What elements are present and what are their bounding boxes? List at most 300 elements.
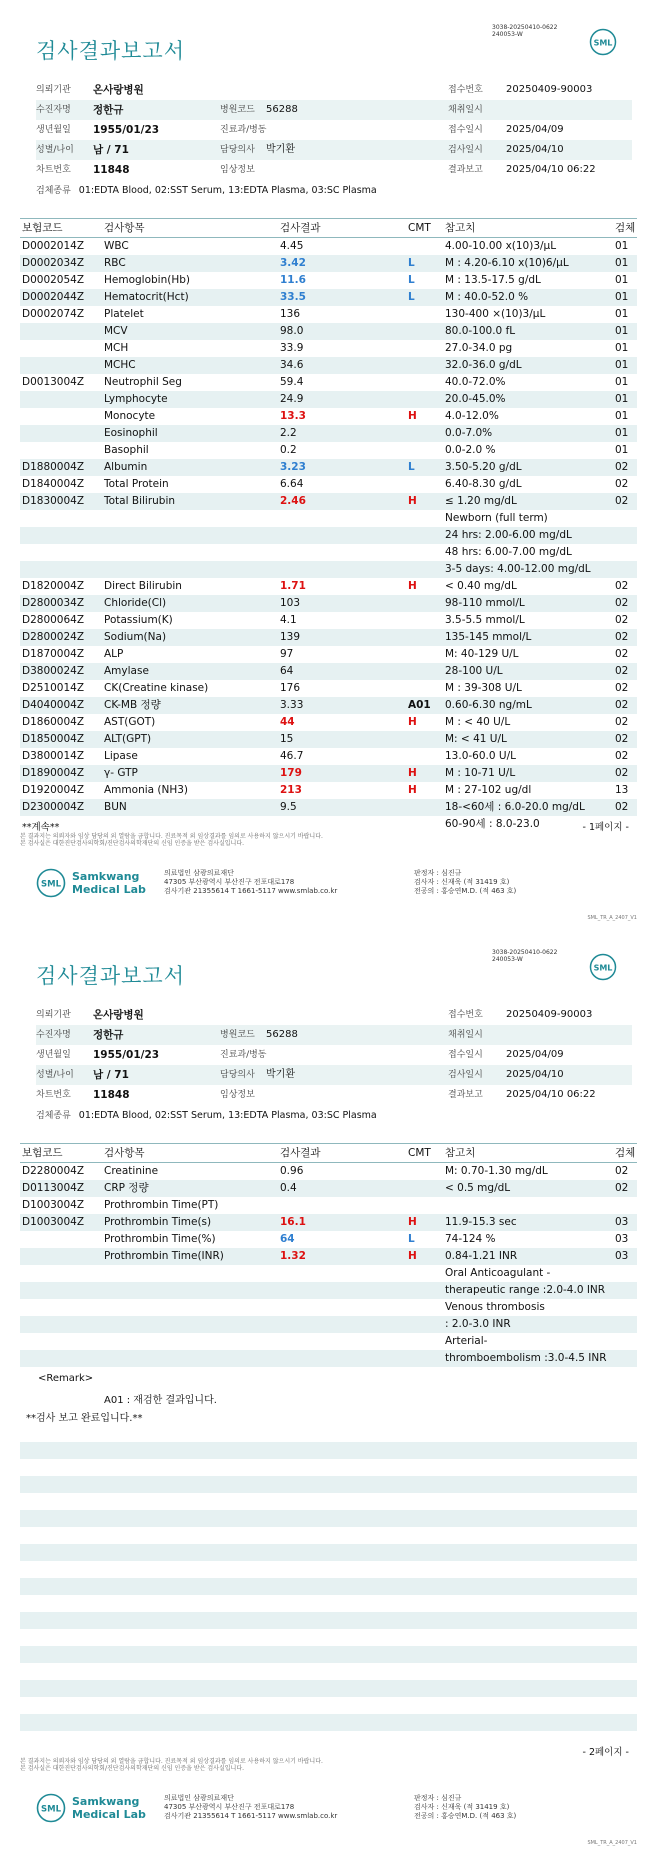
test-cmt: L: [408, 461, 415, 473]
header-row: 생년월일 1955/01/23 진료과/병동 접수일시 2025/04/09: [36, 1049, 564, 1061]
table-body: [20, 1163, 637, 1367]
table-row: [20, 765, 637, 782]
test-reference: < 0.5 mg/dL: [445, 1182, 511, 1194]
test-reference: 4.0-12.0%: [445, 410, 499, 422]
test-cmt: L: [408, 291, 415, 303]
test-item: Albumin: [104, 461, 148, 473]
svg-text:SML: SML: [41, 879, 61, 890]
table-row: [20, 238, 637, 255]
test-reference: 74-124 %: [445, 1233, 496, 1245]
test-specimen: 01: [615, 274, 629, 286]
test-result: 1.32: [280, 1250, 306, 1262]
remark-text: A01 : 재검한 결과입니다.: [104, 1395, 217, 1406]
test-item: CK-MB 정량: [104, 699, 161, 711]
test-result: 4.45: [280, 240, 304, 252]
test-specimen: 01: [615, 291, 629, 303]
test-item: RBC: [104, 257, 126, 269]
test-item: Lipase: [104, 750, 138, 762]
test-specimen: 01: [615, 325, 629, 337]
test-reference: 20.0-45.0%: [445, 393, 506, 405]
table-header: 보험코드 검사항목 검사결과 CMT 참고치 검체: [20, 218, 637, 238]
table-row: [20, 425, 637, 442]
empty-row: [20, 1629, 637, 1646]
header-row: 차트번호 11848 임상정보 결과보고 2025/04/10 06:22: [36, 160, 632, 180]
results-table-page2: [20, 1143, 637, 1367]
test-specimen: 02: [615, 716, 629, 728]
test-reference: 135-145 mmol/L: [445, 631, 532, 643]
test-result: 1.71: [280, 580, 306, 592]
test-specimen: 02: [615, 597, 629, 609]
test-reference: 3.50-5.20 g/dL: [445, 461, 522, 473]
test-reference: 80.0-100.0 fL: [445, 325, 516, 337]
test-result: 2.2: [280, 427, 297, 439]
test-result: 3.33: [280, 699, 304, 711]
test-item: Potassium(K): [104, 614, 173, 626]
test-specimen: 02: [615, 1182, 629, 1194]
test-specimen: 02: [615, 682, 629, 694]
test-code: D0113004Z: [22, 1182, 85, 1194]
test-specimen: 01: [615, 257, 629, 269]
test-item: Prothrombin Time(s): [104, 1216, 212, 1228]
test-reference: M : < 40 U/L: [445, 716, 511, 728]
test-reference: 11.9-15.3 sec: [445, 1216, 517, 1228]
test-specimen: 01: [615, 240, 629, 252]
test-item: Ammonia (NH3): [104, 784, 189, 796]
table-row: [20, 391, 637, 408]
sml-logo-icon: [36, 1793, 66, 1823]
company-logo: SML Samkwang Medical Lab: [36, 1793, 146, 1823]
test-specimen: 13: [615, 784, 629, 796]
test-specimen: 01: [615, 376, 629, 388]
test-result: 59.4: [280, 376, 304, 388]
table-row: [20, 799, 637, 816]
empty-row: [20, 1680, 637, 1697]
table-body: [20, 238, 637, 833]
test-reference: ≤ 1.20 mg/dL: [445, 495, 517, 507]
test-item: ALP: [104, 648, 124, 660]
test-reference: thromboembolism :3.0-4.5 INR: [445, 1352, 607, 1364]
test-specimen: 02: [615, 699, 629, 711]
test-specimen: 02: [615, 478, 629, 490]
svg-text:SML: SML: [593, 38, 613, 48]
header-row: 의뢰기관 온사랑병원 접수번호 20250409-90003: [36, 80, 632, 100]
receipt-date: 2025/04/09: [506, 124, 564, 135]
test-reference: 28-100 U/L: [445, 665, 503, 677]
table-row: [20, 646, 637, 663]
test-result: 0.2: [280, 444, 297, 456]
hospital-code: 56288: [266, 104, 298, 115]
test-reference: 0.0-7.0%: [445, 427, 493, 439]
test-item: Lymphocyte: [104, 393, 168, 405]
test-specimen: 01: [615, 393, 629, 405]
sml-logo-icon: [36, 868, 66, 898]
test-item: ALT(GPT): [104, 733, 152, 745]
table-row: [20, 680, 637, 697]
table-row: [20, 272, 637, 289]
page-number: - 1페이지 -: [582, 822, 629, 833]
test-result: 33.5: [280, 291, 306, 303]
test-cmt: H: [408, 495, 417, 507]
test-item: CK(Creatine kinase): [104, 682, 209, 694]
empty-row: [20, 1697, 637, 1714]
test-code: D1920004Z: [22, 784, 85, 796]
test-item: MCH: [104, 342, 129, 354]
test-specimen: 02: [615, 1165, 629, 1177]
test-specimen: 03: [615, 1233, 629, 1245]
empty-row: [20, 1646, 637, 1663]
test-item: Chloride(Cl): [104, 597, 167, 609]
test-result: 33.9: [280, 342, 304, 354]
patient-header: [36, 1005, 632, 1105]
test-result: 0.4: [280, 1182, 297, 1194]
test-reference: 32.0-36.0 g/dL: [445, 359, 522, 371]
chart-no: 11848: [93, 164, 130, 176]
svg-text:SML: SML: [41, 1804, 61, 1815]
test-code: D1860004Z: [22, 716, 85, 728]
table-row: [20, 1316, 637, 1333]
empty-row: [20, 1595, 637, 1612]
table-row: [20, 612, 637, 629]
test-reference: 0.60-6.30 ng/mL: [445, 699, 532, 711]
table-row: [20, 1163, 637, 1180]
test-item: Hematocrit(Hct): [104, 291, 189, 303]
test-item: Hemoglobin(Hb): [104, 274, 191, 286]
report-title: 검사결과보고서: [36, 39, 186, 63]
header-row: 차트번호 11848 임상정보 결과보고 2025/04/10 06:22: [36, 1089, 596, 1101]
test-result: 103: [280, 597, 301, 609]
signatures: 판정자 : 심진규 검사자 : 신재욱 (적 31419 호) 전공의 : 홍승연M.D. (적 463 호): [414, 1794, 517, 1820]
report-date: 2025/04/10 06:22: [506, 164, 596, 175]
test-item: MCV: [104, 325, 128, 337]
test-result: 179: [280, 767, 302, 779]
table-row: [20, 544, 637, 561]
test-specimen: 02: [615, 614, 629, 626]
test-result: 6.64: [280, 478, 304, 490]
table-row: [20, 1197, 637, 1214]
test-item: Monocyte: [104, 410, 156, 422]
test-specimen: 02: [615, 648, 629, 660]
test-item: Total Protein: [104, 478, 169, 490]
test-reference: 6.40-8.30 g/dL: [445, 478, 522, 490]
test-result: 44: [280, 716, 295, 728]
test-item: Creatinine: [104, 1165, 159, 1177]
test-code: D0002034Z: [22, 257, 85, 269]
page-number: - 2페이지 -: [582, 1747, 629, 1758]
test-item: γ- GTP: [104, 767, 138, 779]
test-reference: 0.0-2.0 %: [445, 444, 496, 456]
table-row: [20, 578, 637, 595]
svg-text:SML: SML: [593, 963, 613, 973]
test-result: 13.3: [280, 410, 306, 422]
test-item: MCHC: [104, 359, 136, 371]
test-result: 213: [280, 784, 302, 796]
test-code: D0002054Z: [22, 274, 85, 286]
test-result: 3.42: [280, 257, 306, 269]
company-logo: SML Samkwang Medical Lab: [36, 868, 146, 898]
test-reference: 24 hrs: 2.00-6.00 mg/dL: [445, 529, 572, 541]
test-reference: 60-90세 : 8.0-23.0: [445, 818, 540, 830]
test-code: D1830004Z: [22, 495, 85, 507]
header-row: 성별/나이 남 / 71 담당의사 박기환 검사일시 2025/04/10: [36, 1065, 632, 1085]
sex-age: 남 / 71: [93, 144, 129, 156]
test-specimen: 01: [615, 444, 629, 456]
test-cmt: L: [408, 1233, 415, 1245]
test-code: D2510014Z: [22, 682, 85, 694]
table-row: [20, 1214, 637, 1231]
test-reference: 3-5 days: 4.00-12.00 mg/dL: [445, 563, 591, 575]
test-item: Amylase: [104, 665, 149, 677]
test-result: 139: [280, 631, 301, 643]
test-item: Platelet: [104, 308, 144, 320]
test-item: BUN: [104, 801, 127, 813]
empty-row: [20, 1476, 637, 1493]
test-item: Sodium(Na): [104, 631, 167, 643]
empty-row: [20, 1578, 637, 1595]
signatures: 판정자 : 심진규 검사자 : 신재욱 (적 31419 호) 전공의 : 홍승연M.D. (적 463 호): [414, 869, 517, 895]
empty-row: [20, 1663, 637, 1680]
test-result: 46.7: [280, 750, 304, 762]
test-code: D1880004Z: [22, 461, 85, 473]
test-item: Eosinophil: [104, 427, 158, 439]
results-table-page1: [20, 218, 637, 833]
table-row: [20, 289, 637, 306]
test-result: 98.0: [280, 325, 304, 337]
test-specimen: 02: [615, 631, 629, 643]
table-row: [20, 714, 637, 731]
test-reference: 27.0-34.0 pg: [445, 342, 513, 354]
test-cmt: A01: [408, 699, 431, 711]
test-specimen: 02: [615, 750, 629, 762]
continued-text: **계속**: [22, 822, 60, 833]
institution: 온사랑병원: [93, 84, 144, 96]
test-code: D2800024Z: [22, 631, 85, 643]
test-reference: : 2.0-3.0 INR: [445, 1318, 511, 1330]
test-cmt: H: [408, 716, 417, 728]
test-reference: M : 40.0-52.0 %: [445, 291, 529, 303]
test-reference: 48 hrs: 6.00-7.00 mg/dL: [445, 546, 572, 558]
test-reference: M: 0.70-1.30 mg/dL: [445, 1165, 548, 1177]
test-code: D0002044Z: [22, 291, 85, 303]
table-row: [20, 459, 637, 476]
table-row: [20, 1231, 637, 1248]
test-specimen: 01: [615, 427, 629, 439]
empty-row: [20, 1612, 637, 1629]
test-specimen: 02: [615, 495, 629, 507]
table-row: [20, 476, 637, 493]
empty-row: [20, 1714, 637, 1731]
table-row: [20, 782, 637, 799]
birth-date: 1955/01/23: [93, 124, 160, 136]
test-code: D1003004Z: [22, 1216, 85, 1228]
table-row: [20, 561, 637, 578]
test-reference: Newborn (full term): [445, 512, 548, 524]
test-item: Prothrombin Time(%): [104, 1233, 216, 1245]
test-code: D2300004Z: [22, 801, 85, 813]
test-item: Basophil: [104, 444, 149, 456]
test-reference: M : 4.20-6.10 x(10)6/μL: [445, 257, 569, 269]
test-code: D0002074Z: [22, 308, 85, 320]
test-date: 2025/04/10: [506, 144, 564, 155]
header-row: 성별/나이 남 / 71 담당의사 박기환 검사일시 2025/04/10: [36, 140, 632, 160]
report-complete: **검사 보고 완료입니다.**: [26, 1413, 143, 1424]
test-cmt: H: [408, 784, 417, 796]
table-row: [20, 1282, 637, 1299]
test-result: 97: [280, 648, 294, 660]
test-reference: 130-400 ×(10)3/μL: [445, 308, 546, 320]
test-code: D0002014Z: [22, 240, 85, 252]
table-row: [20, 629, 637, 646]
patient-header: [36, 80, 632, 180]
test-code: D0013004Z: [22, 376, 85, 388]
test-cmt: H: [408, 767, 417, 779]
test-reference: 13.0-60.0 U/L: [445, 750, 516, 762]
test-specimen: 02: [615, 665, 629, 677]
table-row: [20, 408, 637, 425]
table-row: [20, 374, 637, 391]
header-row: 생년월일 1955/01/23 진료과/병동 접수일시 2025/04/09: [36, 120, 632, 140]
test-result: 136: [280, 308, 301, 320]
test-specimen: 02: [615, 767, 629, 779]
institution-info: 의료법인 삼광의료재단 47305 부산광역시 부산진구 전포대로178 검사기관 21355614 T 1661-5117 www.smlab.co.kr: [164, 1794, 338, 1820]
empty-row: [20, 1442, 637, 1459]
table-row: [20, 1248, 637, 1265]
test-reference: 98-110 mmol/L: [445, 597, 525, 609]
empty-row: [20, 1544, 637, 1561]
test-reference: Arterial-: [445, 1335, 488, 1347]
test-reference: M : 13.5-17.5 g/dL: [445, 274, 541, 286]
institution-info: 의료법인 삼광의료재단 47305 부산광역시 부산진구 전포대로178 검사기관 21355614 T 1661-5117 www.smlab.co.kr: [164, 869, 338, 895]
test-reference: 18-<60세 : 6.0-20.0 mg/dL: [445, 801, 585, 813]
test-cmt: L: [408, 274, 415, 286]
report-title: 검사결과보고서: [36, 964, 186, 988]
table-header: 보험코드 검사항목 검사결과 CMT 참고치 검체: [20, 1143, 637, 1163]
test-item: WBC: [104, 240, 129, 252]
table-row: [20, 1299, 637, 1316]
test-code: D3800024Z: [22, 665, 85, 677]
test-item: Total Bilirubin: [104, 495, 176, 507]
page-footer: - 2페이지 - 본 결과지는 의뢰자와 임상 담당의 외 열람을 금합니다. 진료목적 외 임상결과를 임의로 사용하지 않으시기 바랍니다. 본 검사실은 대한진단검사의학회/진단검사의학재단의 신임 인증을 받은 검사실입니다.: [20, 1744, 637, 1772]
test-reference: M: < 41 U/L: [445, 733, 507, 745]
test-result: 3.23: [280, 461, 306, 473]
table-row: [20, 357, 637, 374]
table-row: [20, 493, 637, 510]
test-cmt: H: [408, 1216, 417, 1228]
test-specimen: 01: [615, 410, 629, 422]
header-row: 의뢰기관 온사랑병원 접수번호 20250409-90003: [36, 1009, 593, 1021]
test-result: 64: [280, 1233, 295, 1245]
test-item: Direct Bilirubin: [104, 580, 182, 592]
test-reference: therapeutic range :2.0-4.0 INR: [445, 1284, 606, 1296]
table-row: [20, 306, 637, 323]
test-code: D2800064Z: [22, 614, 85, 626]
test-result: 4.1: [280, 614, 297, 626]
test-specimen: 01: [615, 342, 629, 354]
test-code: D1890004Z: [22, 767, 85, 779]
table-row: [20, 323, 637, 340]
test-reference: Venous thrombosis: [445, 1301, 545, 1313]
test-item: Prothrombin Time(INR): [104, 1250, 224, 1262]
test-reference: 3.5-5.5 mmol/L: [445, 614, 525, 626]
test-specimen: 02: [615, 461, 629, 473]
sml-logo-icon: [589, 953, 617, 981]
test-item: Prothrombin Time(PT): [104, 1199, 219, 1211]
test-item: AST(GOT): [104, 716, 156, 728]
table-row: [20, 595, 637, 612]
test-reference: M : 39-308 U/L: [445, 682, 522, 694]
test-code: D1850004Z: [22, 733, 85, 745]
test-code: D3800014Z: [22, 750, 85, 762]
header-row: 수진자명 정한규 병원코드 56288 채취일시: [36, 1025, 632, 1045]
test-code: D2800034Z: [22, 597, 85, 609]
test-cmt: H: [408, 410, 417, 422]
test-cmt: H: [408, 1250, 417, 1262]
empty-rows: [20, 1425, 637, 1731]
test-result: 11.6: [280, 274, 306, 286]
test-reference: 0.84-1.21 INR: [445, 1250, 518, 1262]
test-specimen: 01: [615, 359, 629, 371]
test-result: 15: [280, 733, 294, 745]
specimen-types: 검체종류 01:EDTA Blood, 02:SST Serum, 13:EDTA Plasma, 03:SC Plasma: [36, 1110, 377, 1121]
test-result: 2.46: [280, 495, 306, 507]
test-result: 9.5: [280, 801, 297, 813]
test-specimen: 03: [615, 1216, 629, 1228]
test-specimen: 03: [615, 1250, 629, 1262]
test-item: CRP 정량: [104, 1182, 149, 1194]
test-specimen: 02: [615, 580, 629, 592]
remark-label: <Remark>: [38, 1373, 94, 1384]
test-code: D4040004Z: [22, 699, 85, 711]
doctor: 박기환: [266, 144, 295, 155]
test-code: D1820004Z: [22, 580, 85, 592]
test-reference: 40.0-72.0%: [445, 376, 506, 388]
page-footer: **계속** - 1페이지 - 본 결과지는 의뢰자와 임상 담당의 외 열람을 금합니다. 진료목적 외 임상결과를 임의로 사용하지 않으시기 바랍니다. 본 검사실은 대한진단검사의학회/진단검사의학재단의 신임 인증을 받은 검사실입니다.: [20, 819, 637, 847]
test-reference: 4.00-10.00 x(10)3/μL: [445, 240, 557, 252]
table-row: [20, 697, 637, 714]
patient-name: 정한규: [93, 104, 124, 116]
test-reference: < 0.40 mg/dL: [445, 580, 517, 592]
test-code: D1870004Z: [22, 648, 85, 660]
table-row: [20, 1350, 637, 1367]
test-cmt: L: [408, 257, 415, 269]
empty-row: [20, 1459, 637, 1476]
report-page-1: 3038-20250410-0622 240053-W 검사결과보고서 SML 의뢰기관 온사랑병원 접수번호 20250409-90003 수진자명 정한규 병원코드 56288 채취일시 생년월일 1955/01/23 진료과/병동 접수일시 2025/04/09 성별/나이 남 / 71 담당의사 박기환 검사일시 2025/04/10 차트번호 11848 임상정보 결과보고 2025/04/10 06:22 검체종류 01:EDTA Blood, 02:SST Serum, 13:EDTA Plasma, 03:SC Plasma 보험코드 검사항목 검사결과 CMT 참고치 검체 D0002014Z WBC 4.45 4.00-10.00 x(10)3/μL 01 D0002034Z RBC 3.42 L M : 4.20-6.10 x(10)6/μL 01 D0002054Z Hemoglobin(Hb) 11.6 L M : 13.5-17.5 g/dL 01 D0002044Z Hematocrit(Hct) 33.5 L M : 40.0-52.0 % 01 D0002074Z Platelet 136 130-400 ×(10)3/μL 01 MCV 98.0 80.0-100.0 fL 01 MCH 33.9 27.0-34.0 pg 01 MCHC 34.6 32.0-36.0 g/dL 01 D0013004Z Neutrophil Seg 59.4 40.0-72.0% 01 Lymphocyte 24.9 20.0-45.0% 01 Monocyte 13.3 H 4.0-12.0% 01 Eosinophil 2.2 0.0-7.0% 01 Basophil 0.2 0.0-2.0 % 01 D1880004Z Albumin 3.23 L 3.50-5.20 g/dL 02 D1840004Z Total Protein 6.64 6.40-8.30 g/dL 02 D1830004Z Total Bilirubin 2.46 H ≤ 1.20 mg/dL 02 Newborn (full term) 24 hrs: 2.00-6.00 mg/dL 48 hrs: 6.00-7.00 mg/dL 3-5 days: 4.00-12.00 mg/dL D1820004Z Direct Bilirubin 1.71 H < 0.40 mg/dL 02 D2800034Z Chloride(Cl) 103 98-110 mmol/L 02 D2800064Z Potassium(K) 4.1 3.5-5.5 mmol/L 02 D2800024Z Sodium(Na) 139 135-145 mmol/L 02 D1870004Z ALP 97 M: 40-129 U/L 02 D3800024Z Amylase 64 28-100 U/L 02 D2510014Z CK(Creatine kinase) 176 M : 39-308 U/L 02 D4040004Z CK-MB 정량 3.33 A01 0.60-6.30 ng/mL 02 D1860004Z AST(GOT) 44 H M : < 40 U/L 02 D1850004Z ALT(GPT) 15 M: < 41 U/L 02 D3800014Z Lipase 46.7 13.0-60.0 U/L 02 D1890004Z γ- GTP 179 H M : 10-71 U/L 02 D1920004Z Ammonia (NH3) 213 H M : 27-102 ug/dl 13 D2300004Z BUN 9.5 18-<60세 : 6.0-20.0 mg/dL 02 60-90세 : 8.0-23.0 **계속** - 1페이지 - 본 결과지는 의뢰자와 임상 담당의 외 열람을 금합니다. 진료목적 외 임상결과를 임의로 사용하지 않으시기 바랍니다. 본 검사실은 대한진단검사의학회/진단검사의학재단의 신임 인증을 받은 검사실입니다. SML Samkwang Medical Lab 의료법인 삼광의료재단 47305 부산광역시 부산진구 전포대로178 검사기관 21355614 T 1661-5117 www.smlab.co.kr 판정자 : 심진규 검사자 : 신재욱 (적 31419 호) 전공의 : 홍승연M.D. (적 463 호) SML_TR_A_2407_V1: [20, 24, 637, 921]
table-row: [20, 340, 637, 357]
test-specimen: 01: [615, 308, 629, 320]
doc-number: 3038-20250410-0622 240053-W: [492, 949, 558, 963]
table-row: [20, 527, 637, 544]
test-item: Neutrophil Seg: [104, 376, 182, 388]
sml-logo-icon: [589, 28, 617, 56]
table-row: [20, 442, 637, 459]
table-row: [20, 731, 637, 748]
table-row: [20, 510, 637, 527]
test-result: 24.9: [280, 393, 304, 405]
table-row: [20, 1180, 637, 1197]
specimen-types: 검체종류 01:EDTA Blood, 02:SST Serum, 13:EDTA Plasma, 03:SC Plasma: [36, 185, 377, 196]
doc-number: 3038-20250410-0622 240053-W: [492, 24, 558, 38]
table-row: [20, 748, 637, 765]
test-code: D2280004Z: [22, 1165, 85, 1177]
test-specimen: 02: [615, 733, 629, 745]
test-result: 64: [280, 665, 294, 677]
test-result: 176: [280, 682, 301, 694]
table-row: [20, 255, 637, 272]
test-result: 16.1: [280, 1216, 306, 1228]
test-specimen: 02: [615, 801, 629, 813]
test-reference: M : 27-102 ug/dl: [445, 784, 532, 796]
table-row: [20, 1265, 637, 1282]
table-row: [20, 663, 637, 680]
